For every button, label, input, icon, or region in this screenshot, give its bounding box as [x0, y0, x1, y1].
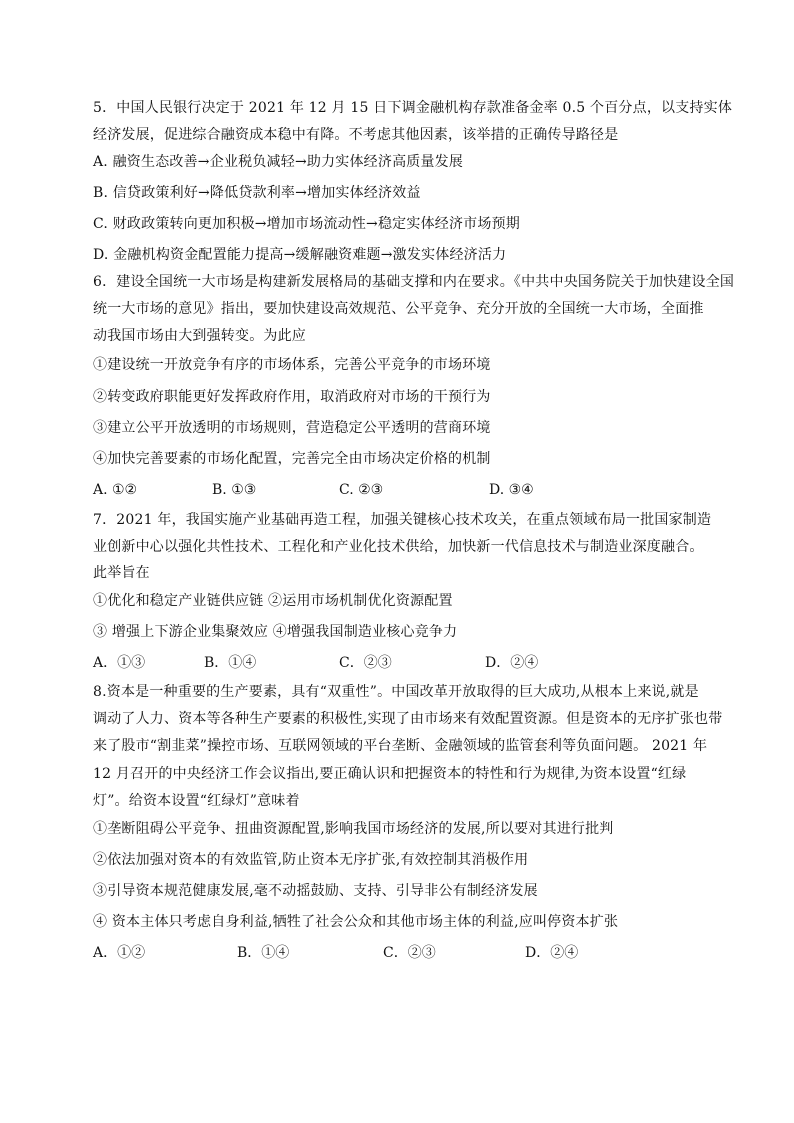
- q8-stem-line-1: 8.资本是一种重要的生产要素，具有“双重性”。中国改革开放取得的巨大成功,从根本上来说,就是: [93, 684, 699, 700]
- q7-items-1-2: ①优化和稳定产业链供应链 ②运用市场机制优化资源配置: [93, 593, 453, 609]
- q7-option-a: A．①③: [93, 655, 146, 671]
- q6-option-a: A. ①②: [93, 482, 138, 498]
- q8-stem-line-3: 来了股市“割韭菜”操控市场、互联网领域的平台垄断、金融领域的监管套利等负面问题。 2021 年: [93, 738, 708, 754]
- q7-stem-line-3: 此举旨在: [93, 565, 150, 581]
- q7-option-b: B．①④: [204, 655, 257, 671]
- q6-stem-line-1: 6．建设全国统一大市场是构建新发展格局的基础支撑和内在要求。《中共中央国务院关于加快建设全国: [93, 274, 735, 290]
- q8-item-2: ②依法加强对资本的有效监管,防止资本无序扩张,有效控制其消极作用: [93, 852, 529, 868]
- q7-items-3-4: ③ 增强上下游企业集聚效应 ④增强我国制造业核心竞争力: [93, 624, 458, 640]
- q5-stem-line-2: 经济发展，促进综合融资成本稳中有降。不考虑其他因素，该举措的正确传导路径是: [93, 127, 619, 143]
- q6-option-b: B. ①③: [212, 482, 257, 498]
- q7-stem-line-1: 7．2021 年，我国实施产业基础再造工程，加强关键核心技术攻关，在重点领域布局一批国家制造: [93, 512, 712, 528]
- q8-option-c: C．②③: [383, 945, 436, 961]
- q5-option-a: A. 融资生态改善→企业税负减轻→助力实体经济高质量发展: [93, 154, 464, 170]
- q5-option-c: C. 财政政策转向更加积极→增加市场流动性→稳定实体经济市场预期: [93, 216, 520, 232]
- q7-option-d: D．②④: [485, 655, 539, 671]
- q5-stem-line-1: 5．中国人民银行决定于 2021 年 12 月 15 日下调金融机构存款准备金率 0.5 个百分点，以支持实体: [93, 100, 733, 116]
- q8-stem-line-5: 灯”。给资本设置“红绿灯”意味着: [93, 793, 300, 809]
- q5-option-b: B. 信贷政策利好→降低贷款利率→增加实体经济效益: [93, 185, 421, 201]
- q8-item-3: ③引导资本规范健康发展,毫不动摇鼓励、支持、引导非公有制经济发展: [93, 883, 538, 899]
- q8-item-4: ④ 资本主体只考虑自身利益,牺牲了社会公众和其他市场主体的利益,应叫停资本扩张: [93, 914, 619, 930]
- q7-option-c: C．②③: [339, 655, 392, 671]
- q6-stem-line-2: 统一大市场的意见》指出，要加快建设高效规范、公平竞争、充分开放的全国统一大市场，全面推: [93, 301, 704, 317]
- q8-item-1: ①垄断阻碍公平竞争、扭曲资源配置,影响我国市场经济的发展,所以要对其进行批判: [93, 821, 614, 837]
- q6-item-1: ①建设统一开放竞争有序的市场体系，完善公平竞争的市场环境: [93, 357, 491, 373]
- q6-stem-line-3: 动我国市场由大到强转变。为此应: [93, 328, 306, 344]
- q8-stem-line-4: 12 月召开的中央经济工作会议指出,要正确认识和把握资本的特性和行为规律,为资本设置“红绿: [93, 766, 687, 782]
- q8-stem-line-2: 调动了人力、资本等各种生产要素的积极性,实现了由市场来有效配置资源。但是资本的无序扩张也带: [93, 711, 723, 727]
- q7-stem-line-2: 业创新中心以强化共性技术、工程化和产业化技术供给，加快新一代信息技术与制造业深度融合。: [93, 539, 704, 555]
- q6-item-4: ④加快完善要素的市场化配置，完善完全由市场决定价格的机制: [93, 451, 491, 467]
- q8-option-a: A．①②: [93, 945, 146, 961]
- q6-option-d: D. ③④: [489, 482, 534, 498]
- q6-item-3: ③建立公平开放透明的市场规则，营造稳定公平透明的营商环境: [93, 420, 491, 436]
- q5-option-d: D. 金融机构资金配置能力提高→缓解融资难题→激发实体经济活力: [93, 247, 507, 263]
- q6-option-c: C. ②③: [339, 482, 384, 498]
- q8-option-d: D．②④: [525, 945, 579, 961]
- q8-option-b: B．①④: [237, 945, 290, 961]
- q6-item-2: ②转变政府职能更好发挥政府作用，取消政府对市场的干预行为: [93, 389, 491, 405]
